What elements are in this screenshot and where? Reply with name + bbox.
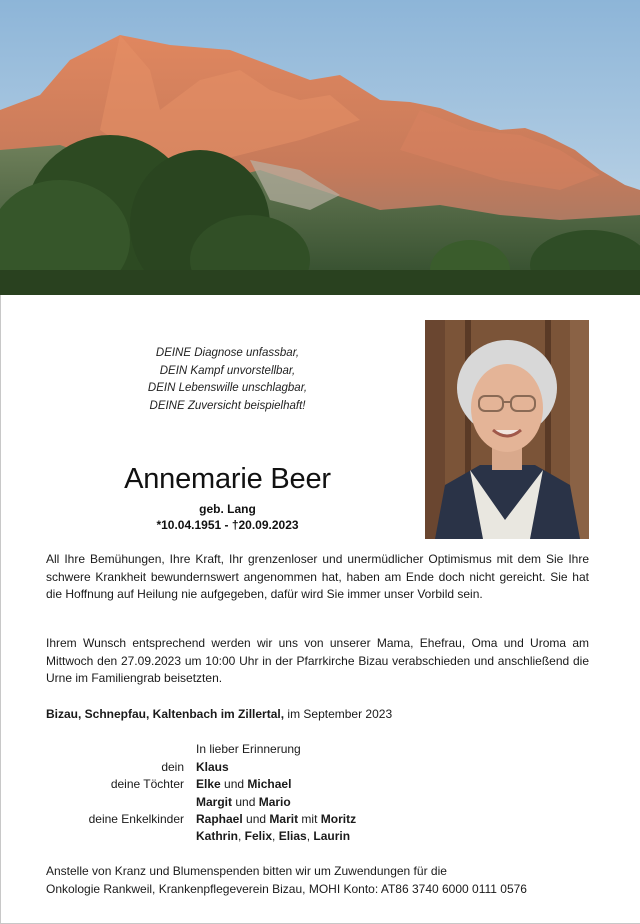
spouse-name — [196, 760, 229, 774]
deceased-name: Annemarie Beer — [124, 463, 331, 495]
quote-line: DEIN Kampf unvorstellbar, — [159, 364, 296, 377]
and-word: und — [246, 812, 267, 826]
place-date: im September 2023 — [287, 707, 393, 721]
grandchild: Kathrin — [196, 829, 238, 843]
portrait-photo — [425, 320, 589, 539]
donation-line: Anstelle von Kranz und Blumenspenden bitten wir um Zuwendungen für die — [46, 864, 447, 878]
grandchild: Elias — [278, 829, 307, 843]
donation-line: Onkologie Rankweil, Krankenpflegeverein Bizau, MOHI Konto: AT86 3740 6000 0111 0576 — [46, 881, 527, 896]
daughter-2-partner: Mario — [258, 795, 291, 809]
spouse-label: dein — [161, 760, 184, 774]
daughter-line-2 — [196, 795, 291, 809]
quote-line: DEIN Lebenswille unschlagbar, — [147, 382, 308, 394]
grandchild: Marit — [269, 812, 299, 826]
place-towns: Bizau, Schnepfau, Kaltenbach im Zillertal, — [46, 707, 285, 721]
great-grandchild: Moritz — [320, 812, 357, 826]
and-word: und — [235, 795, 256, 809]
daughters-label: deine Töchter — [110, 777, 184, 791]
tribute-paragraph: All Ihre Bemühungen, Ihre Kraft, Ihr grenzenloser und unermüdlicher Optimismus mit dem Sie Ihre schwere Krankheit bewundernswert angenommen hat, haben am Ende doch nicht gereicht. Sie hat die Hoffnung auf Heilung nie aufgegeben, dafür wird Sie immer unser Vorbild sein. — [46, 552, 589, 601]
grandchildren-line-2: Kathrin, Felix, Elias, Laurin — [196, 829, 351, 843]
grandchild: Raphael — [196, 812, 243, 826]
header-mountain-photo — [0, 0, 640, 295]
daughter-1-partner: Michael — [247, 777, 292, 791]
maiden-name: geb. Lang — [199, 502, 256, 516]
daughter-line-1 — [196, 777, 291, 791]
life-dates: *10.04.1951 - †20.09.2023 — [156, 518, 299, 532]
memorial-quote — [105, 345, 350, 415]
quote-line: DEINE Diagnose unfassbar, — [155, 347, 300, 359]
and-word: und — [224, 777, 245, 791]
grandchildren-label: deine Enkelkinder — [88, 812, 184, 826]
funeral-details-paragraph: Ihrem Wunsch entsprechend werden wir uns von unserer Mama, Ehefrau, Oma und Uroma am Mittwoch den 27.09.2023 um 10:00 Uhr in der Pfarrkirche Bizau verabschieden und anschließend die Urne im Familiengrab beisetzten. — [46, 636, 589, 685]
spouse: Klaus — [196, 760, 229, 774]
donation-request — [46, 863, 606, 898]
grandchild: Laurin — [313, 829, 351, 843]
quote-line: DEINE Zuversicht beispielhaft! — [149, 399, 306, 412]
daughter-1: Elke — [196, 777, 221, 791]
with-word: mit — [301, 812, 318, 826]
place-and-date — [46, 707, 392, 721]
grandchildren-line-1 — [196, 812, 356, 826]
daughter-2: Margit — [196, 795, 232, 809]
mourners-intro: In lieber Erinnerung — [196, 742, 301, 756]
grandchild: Felix — [244, 829, 273, 843]
